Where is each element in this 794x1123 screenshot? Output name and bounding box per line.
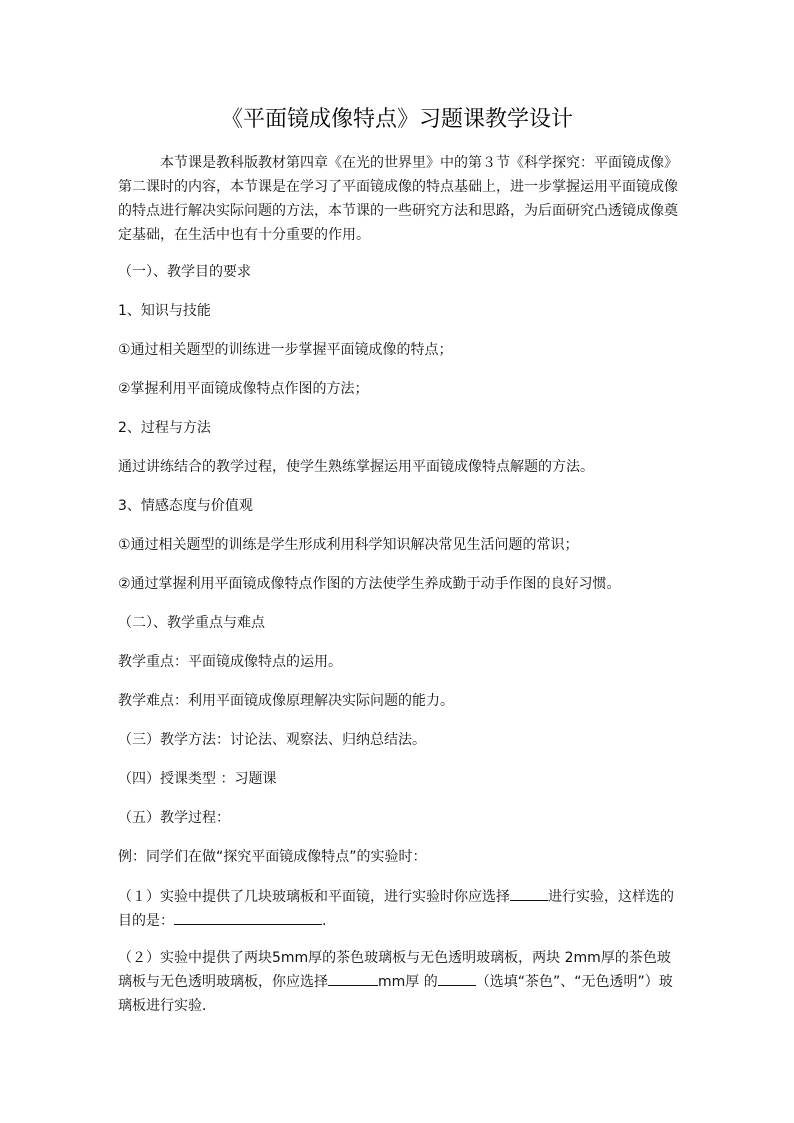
list-item: ①通过相关题型的训练进一步掌握平面镜成像的特点； <box>118 342 453 358</box>
body-paragraph: 通过讲练结合的教学过程，使学生熟练掌握运用平面镜成像特点解题的方法。 <box>118 459 594 475</box>
subheading-knowledge-skills: 1、知识与技能 <box>118 303 211 319</box>
question-2-text-a: （２）实验中提供了两块5mm厚的茶色玻璃板与无色透明玻璃板，两块 2mm厚的茶色玻璃板与无色透明玻璃板，你应选择 <box>118 950 671 990</box>
question-1 <box>118 885 678 933</box>
list-item: ②通过掌握利用平面镜成像特点作图的方法使学生养成勤于动手作图的良好习惯。 <box>118 576 621 592</box>
list-item: ②掌握利用平面镜成像特点作图的方法； <box>118 381 369 397</box>
question-2-text-b: mm厚 的 <box>378 974 438 990</box>
section-heading-key-points: （二）、教学重点与难点 <box>118 615 265 631</box>
question-2 <box>118 946 678 1018</box>
answer-blank <box>328 970 378 986</box>
intro-paragraph: 本节课是教科版教材第四章《在光的世界里》中的第３节《科学探究：平面镜成像》第二课时的内容，本节课是在学习了平面镜成像的特点基础上，进一步掌握运用平面镜成像的特点进行解决实际问题的方法，本节课的一些研究方法和思路，为后面研究凸透镜成像奠定基础，在生活中也有十分重要的作用。 <box>118 155 678 243</box>
lesson-type-text: （四）授课类型 ：习题课 <box>118 771 277 787</box>
question-1-text-a: （１）实验中提供了几块玻璃板和平面镜，进行实验时你应选择 <box>118 889 510 905</box>
document-body <box>118 151 678 1031</box>
question-1-text-c: . <box>322 913 327 929</box>
teaching-methods-text: （三）教学方法：讨论法、观察法、归纳总结法。 <box>118 732 426 748</box>
document-title: 《平面镜成像特点》习题课教学设计 <box>220 107 573 132</box>
answer-blank <box>174 909 322 925</box>
question-2-text-c: （选填“茶色”、“无色透明”）玻璃板进行实验． <box>118 974 673 1014</box>
answer-blank <box>438 970 476 986</box>
question-1-text-b: 进行实验，这样选的目的是： <box>118 889 674 929</box>
subheading-process-method: 2、过程与方法 <box>118 420 211 436</box>
example-intro: 例：同学们在做“探究平面镜成像特点”的实验时： <box>118 849 427 865</box>
difficulty-text: 教学难点：利用平面镜成像原理解决实际问题的能力。 <box>118 693 454 709</box>
key-point-text: 教学重点：平面镜成像特点的运用。 <box>118 654 342 670</box>
teaching-process-heading: （五）教学过程： <box>118 810 230 826</box>
answer-blank <box>510 885 548 901</box>
subheading-attitude-values: 3、情感态度与价值观 <box>118 498 253 514</box>
list-item: ①通过相关题型的训练是学生形成利用科学知识解决常见生活问题的常识； <box>118 537 579 553</box>
section-heading-objectives: （一）、教学目的要求 <box>118 264 251 280</box>
